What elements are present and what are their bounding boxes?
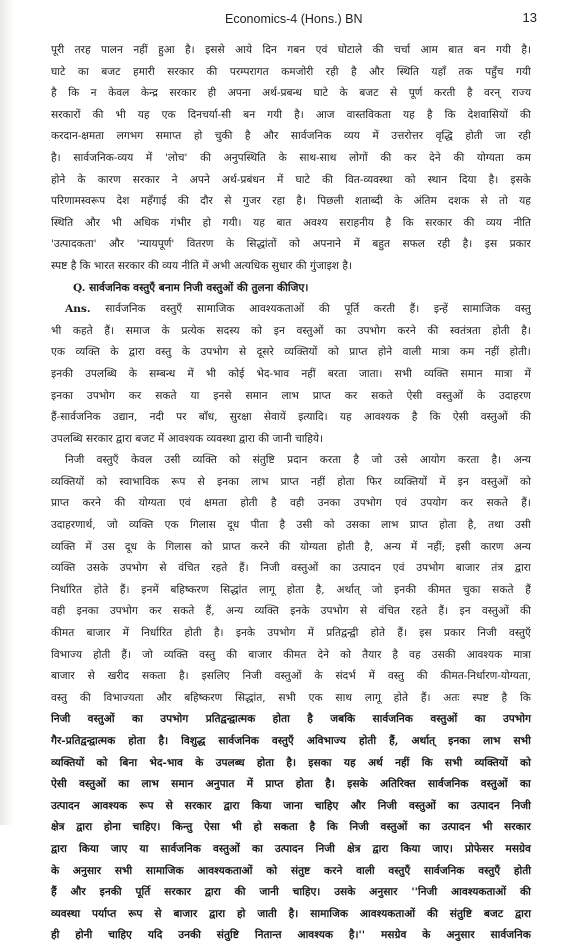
- text-line: द्वारा किया जाए या सार्वजनिक वस्तुओं का उत्पादन निजी क्षेत्र द्वारा किया जाए। प्रोफेसर मसग्रेव: [51, 842, 531, 855]
- text-line: व्यक्ति में उस दूध के गिलास को प्राप्त करने की योग्यता होती है, अन्य में नहीं; इसी कारण अन्य: [51, 540, 531, 553]
- text-line: परिणामस्वरूप देश महँगाई की दौर से गुजर रहा है। पिछली शताब्दी के अंतिम दशक से तो यह: [51, 195, 531, 208]
- text-line: है कि न केवल केन्द्र सरकार ही अपना अर्थ-प्रबन्ध घाटे के बजट से पूर्ण करती है वरन् राज्य: [51, 87, 531, 100]
- text-line: निर्धारित होते हैं। इनमें बहिष्करण सिद्धांत लागू होता है, अर्थात् जो इनकी कीमत चुका सकते हैं: [51, 583, 531, 596]
- paragraph-intro: [51, 40, 531, 278]
- page-header: [0, 10, 583, 32]
- text-line: Ans. सार्वजनिक वस्तुएँ सामाजिक आवश्यकताओं की पूर्ति करती हैं। इन्हें सामाजिक वस्तु: [65, 303, 531, 316]
- text-line: बाजार से खरीद सकता है। इसलिए निजी वस्तुओं के संदर्भ में वस्तु की कीमत-निर्धारण-योग्यता,: [51, 670, 531, 683]
- text-line: घाटे का बजट हमारी सरकार की परम्परागत कमजोरी रही है और स्थिति यहाँ तक पहुँच गयी: [51, 65, 531, 78]
- paragraph-answer-2: [51, 450, 531, 947]
- text-line: ही होनी चाहिए यदि उनकी संतुष्टि नितान्त आवश्यक है।'' मसग्रेव के अनुसार सार्वजनिक: [51, 929, 531, 942]
- text-line: हैं और इनकी पूर्ति सरकार द्वारा की जानी चाहिए। उसके अनुसार ''निजी आवश्यकताओं की: [51, 886, 531, 899]
- text-line: स्थिति और भी अधिक गंभीर हो गयी। यह बात अवश्य सराहनीय है कि सरकार की व्यय नीति: [51, 216, 531, 229]
- page-number: 13: [522, 10, 537, 25]
- text-line: क्षेत्र द्वारा होना चाहिए। किन्तु ऐसा भी हो सकता है कि निजी वस्तुओं का उत्पादन भी सरकार: [51, 821, 531, 834]
- text-line: एक व्यक्ति के द्वारा वस्तु के उपभोग से दूसरे व्यक्तियों को प्राप्त होने वाली मात्रा कम नहीं होती।: [51, 346, 531, 359]
- text-line: निजी वस्तुओं का उपभोग प्रतिद्वन्द्वात्मक होता है जबकि सार्वजनिक वस्तुओं का उपभोग: [51, 713, 531, 726]
- text-line: व्यवस्था पर्याप्त रूप से बाजार द्वारा हो जाती है। सामाजिक आवश्यकताओं की संतुष्टि बजट द्वारा: [51, 907, 531, 920]
- text-line: है। सार्वजनिक-व्यय में 'लोच' की अनुपस्थिति के साथ-साथ लोगों की कर देने की योग्यता कम: [51, 151, 531, 164]
- text-line: इनका उपभोग कर सकते या इनसे समान लाभ प्राप्त कर सकते ऐसी वस्तुओं के उदाहरण: [51, 389, 531, 402]
- text-line: वस्तु की विभाज्यता और बहिष्करण सिद्धांत, सभी एक साथ लागू होते हैं। अतः स्पष्ट है कि: [51, 691, 531, 704]
- text-line: व्यक्ति उसके उपभोग से वंचित रहते हैं। निजी वस्तुओं का उत्पादन एवं उपभोग बाजार तंत्र द्वारा: [51, 562, 531, 575]
- page-body: [51, 40, 531, 947]
- text-line: करदान-क्षमता लगभग समाप्त हो चुकी है और सार्वजनिक व्यय में उत्तरोत्तर वृद्धि होती जा रही: [51, 130, 531, 143]
- question-heading: [51, 278, 531, 300]
- paragraph-answer-1: [51, 299, 531, 450]
- text-line: उदाहरणार्थ, जो व्यक्ति एक गिलास दूध पीता है उसी को उसका लाभ प्राप्त होता है, तथा उसी: [51, 519, 531, 532]
- text-line: भी कहते हैं। समाज के प्रत्येक सदस्य को इन वस्तुओं का उपभोग करने की स्वतंत्रता होती है।: [51, 324, 531, 337]
- text-line: गैर-प्रतिद्वन्द्वात्मक होता है। विशुद्ध सार्वजनिक वस्तुएँ अविभाज्य होती हैं, अर्थात् इनका लाभ सभी: [51, 735, 531, 747]
- text-line: वही इनका उपभोग कर सकते हैं, अन्य व्यक्ति इनके उपभोग से वंचित रहते हैं। इन वस्तुओं की: [51, 605, 531, 618]
- text-line: व्यक्तियों को स्वाभाविक रूप से इनका लाभ प्राप्त नहीं होता फिर व्यक्तियों में इन वस्तुओं को: [51, 475, 531, 488]
- text-line: हैं-सार्वजनिक उद्यान, नदी पर बाँध, सुरक्षा सेवायें इत्यादि। यह आवश्यक है कि ऐसी वस्तुओं की: [51, 411, 531, 424]
- text-line: स्पष्ट है कि भारत सरकार की व्यय नीति में अभी अत्यधिक सुधार की गुंजाइश है।: [51, 259, 353, 272]
- text-line: प्राप्त करने की योग्यता एवं क्षमता होती है वही उनका उपभोग एवं उपयोग कर सकते हैं।: [51, 497, 531, 510]
- text-line: के अनुसार सभी सामाजिक आवश्यकताओं को संतुष्ट करने वाली वस्तुएँ सार्वजनिक वस्तुएँ होती: [51, 864, 531, 877]
- text-line: उपलब्धि सरकार द्वारा बजट में आवश्यक व्यवस्था द्वारा की जानी चाहिये।: [51, 432, 324, 445]
- text-line: व्यक्तियों को बिना भेद-भाव के उपलब्ध होता है। इसका यह अर्थ नहीं कि सभी व्यक्तियों को: [51, 756, 531, 769]
- text-line: पूरी तरह पालन नहीं हुआ है। इससे आये दिन गबन एवं घोटाले की चर्चा आम बात बन गयी है।: [51, 44, 531, 56]
- text-line: 'उत्पादकता' और 'न्यायपूर्ण' वितरण के सिद्धांतों को अपनाने में बहुत सफल रही है। इस प्रकार: [51, 238, 531, 251]
- text-line: उत्पादन आवश्यक रूप से सरकार द्वारा किया जाना चाहिए और निजी वस्तुओं का उत्पादन निजी: [51, 799, 531, 812]
- text-line: होने के कारण सरकार ने अपने अर्थ-प्रबंधन में घाटे की वित-व्यवस्था को स्थान दिया है। इसके: [51, 173, 531, 186]
- text-line: कीमत बाजार में निर्धारित होती है। इनके उपभोग में प्रतिद्वन्द्वी होते हैं। इस प्रकार निजी वस्तुएँ: [51, 627, 531, 640]
- text-line: निजी वस्तुएँ केवल उसी व्यक्ति को संतुष्टि प्रदान करता है जो उसे आयोग करता है। अन्य: [65, 454, 531, 467]
- text-line: Q. सार्वजनिक वस्तुएँ बनाम निजी वस्तुओं की तुलना कीजिए।: [73, 281, 309, 294]
- text-line: सरकारों की भी यह एक दिनचर्या-सी बन गयी है। आज वास्तविकता यह है कि देशवासियों की: [51, 108, 531, 121]
- text-line: इनकी उपलब्धि के सम्बन्ध में भी कोई भेद-भाव नहीं बरता जाता। सभी व्यक्ति समान मात्रा में: [51, 367, 531, 380]
- text-line: विभाज्य होती हैं। जो व्यक्ति वस्तु की बाजार कीमत देने को तैयार है वह उसकी आवश्यक मात्रा: [51, 648, 531, 661]
- book-title: Economics-4 (Hons.) BN: [225, 12, 363, 26]
- text-line: ऐसी वस्तुओं का लाभ समान अनुपात में प्राप्त होता है। इसके अतिरिक्त सार्वजनिक वस्तुओं का: [51, 778, 531, 791]
